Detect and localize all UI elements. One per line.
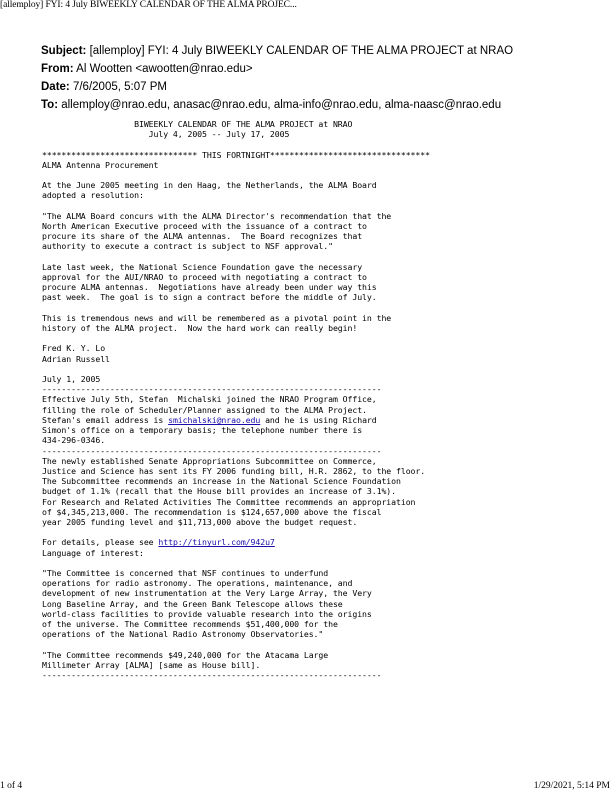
from-value: Al Wootten <awootten@nrao.edu> — [76, 63, 253, 75]
to-row — [41, 96, 513, 114]
tinyurl-link[interactable]: http://tinyurl.com/942u7 — [158, 537, 275, 548]
to-label: To: — [41, 99, 59, 111]
print-timestamp: 1/29/2021, 5:14 PM — [533, 781, 610, 791]
date-row — [41, 78, 513, 96]
subject-value: [allemploy] FYI: 4 July BIWEEKLY CALENDAR OF THE ALMA PROJECT at NRAO — [89, 45, 514, 57]
body-part-2: and he is using Richard Simon's office on a temporary basis; the telephone number there is 434-296-0346. ---------------------------------------------------------------------- The newly established Senate Appropriations Subcommittee on Commerce, Justice and Science has sent its FY 2006 funding bill, H.R. 2862, to the floor. The Subcommittee recommends an increase in the National Science Foundation budget of 1.1% (recall that the House bill provides an increase of 3.1%). For Research and Related Activities The Committee recommends an appropriation of $4,345,213,000. The recommendation is $124,657,000 above the fiscal year 2005 funding level and $11,713,000 above the budget request. For details, please see — [42, 414, 426, 548]
to-value: allemploy@nrao.edu, anasac@nrao.edu, alma-info@nrao.edu, alma-naasc@nrao.edu — [61, 99, 502, 111]
page-number: 1 of 4 — [0, 781, 23, 791]
from-row — [41, 60, 513, 78]
page-tab-title: [allemploy] FYI: 4 July BIWEEKLY CALENDAR OF THE ALMA PROJEC... — [0, 0, 297, 10]
subject-row — [41, 42, 513, 60]
date-label: Date: — [41, 81, 70, 93]
date-value: 7/6/2005, 5:07 PM — [72, 81, 167, 93]
email-body — [42, 119, 430, 680]
body-part-1: BIWEEKLY CALENDAR OF THE ALMA PROJECT at NRAO July 4, 2005 -- July 17, 2005 ******************************** THIS FORTNIGHT********************************* ALMA Antenna Procurement At the June 2005 meeting in den Haag, the Netherlands, the ALMA Board adopted a resolution: "The ALMA Board concurs with the ALMA Director's recommendation that the North American Executive proceed with the issuance of a contract to procure its share of the ALMA antennas. The Board recognizes that authority to execute a contract is subject to NSF approval." Late last week, the National Science Foundation gave the necessary approval for the AUI/NRAO to proceed with negotiating a contract to procure ALMA antennas. Negotiations have already been under way this past week. The goal is to sign a contract before the middle of July. This is tremendous news and will be remembered as a pivotal point in the history of the ALMA project. Now the hard work can really begin! Fred K. Y. Lo Adrian Russell July 1, 2005 ---------------------------------------------------------------------- Effective July 5th, Stefan Michalski joined the NRAO Program Office, filling the role of Scheduler/Planner assigned to the ALMA Project. Stefan's email address is — [42, 119, 430, 425]
email-link[interactable]: smichalski@nrao.edu — [168, 414, 261, 425]
subject-label: Subject: — [41, 45, 87, 57]
email-header — [41, 42, 513, 114]
from-label: From: — [41, 63, 74, 75]
body-part-3: Language of interest: "The Committee is concerned that NSF continues to underfund operations for radio astronomy. The operations, maintenance, and development of new instrumentation at the Very Large Array, the Very Long Baseline Array, and the Green Bank Telescope allows these world-class facilities to provide valuable research into the origins of the universe. The Committee recommends $51,400,000 for the operations of the National Radio Astronomy Observatories." "The Committee recommends $49,240,000 for the Atacama Large Millimeter Array [ALMA] [same as House bill]. ---------------------------------------------------------------------- — [42, 547, 382, 680]
